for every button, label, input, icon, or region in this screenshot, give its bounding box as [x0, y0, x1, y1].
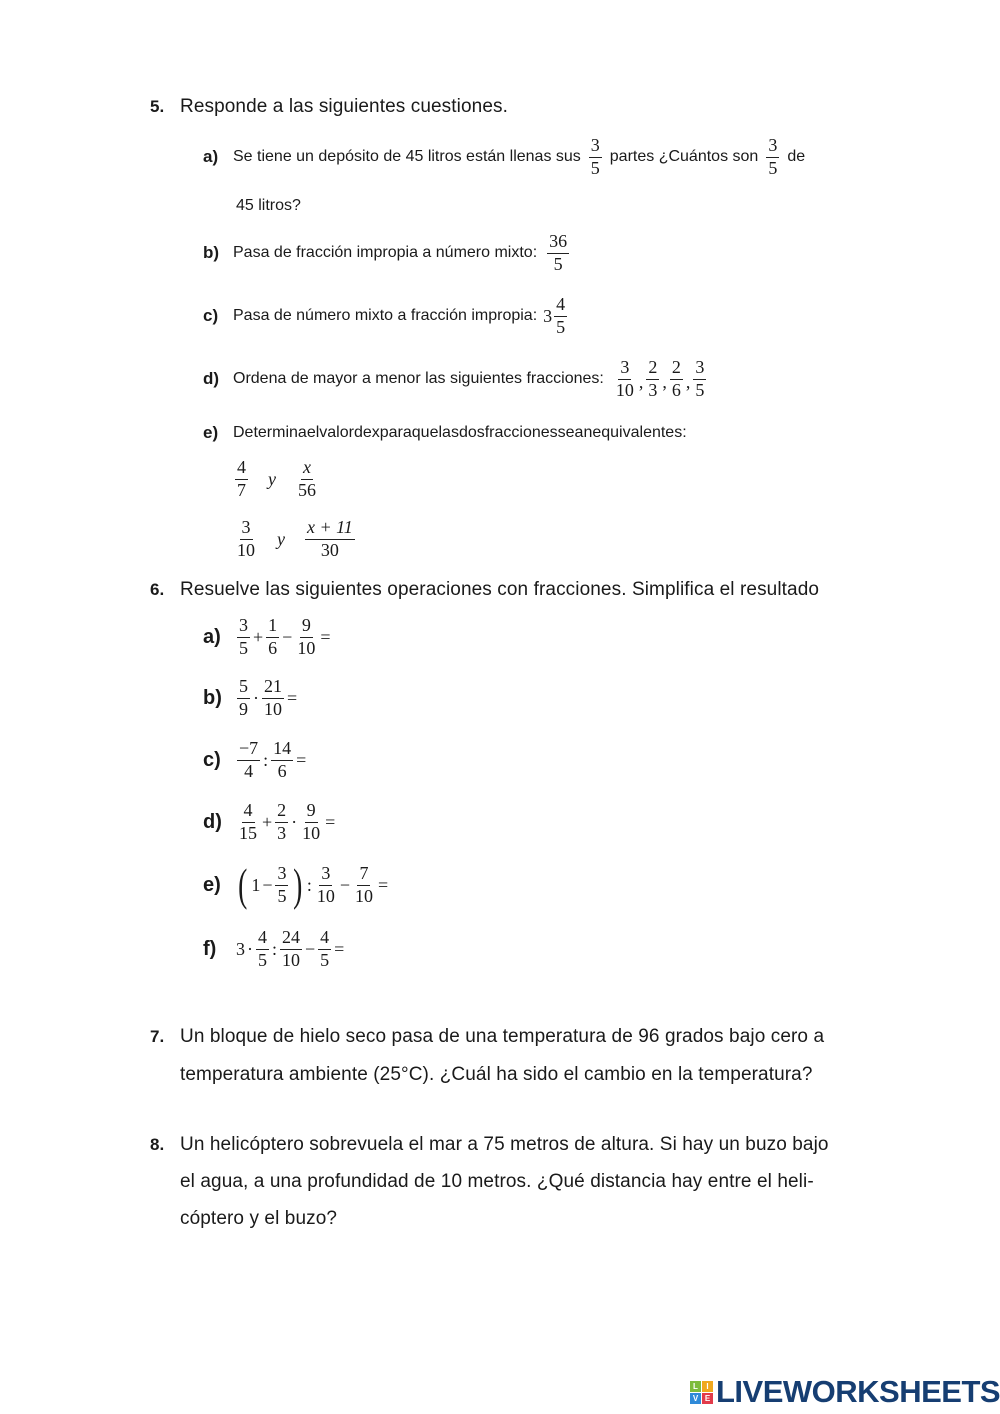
denominator: 10	[316, 885, 335, 906]
operator: +	[253, 626, 264, 647]
denominator: 15	[239, 822, 257, 843]
denominator: 6	[277, 760, 287, 781]
fraction: $\frac{4}{5}$	[556, 294, 566, 337]
numerator: 9	[305, 801, 318, 823]
item-label: e)	[203, 423, 219, 442]
word: valor	[319, 424, 354, 441]
numerator: x + 11	[305, 518, 355, 540]
operator: −	[282, 626, 293, 647]
word: sean	[557, 424, 593, 441]
numerator: x	[301, 458, 313, 480]
fraction: $\frac{36}{5}$	[549, 231, 568, 274]
item-text: 45 litros?	[236, 197, 301, 214]
operator: =	[325, 811, 336, 832]
fraction	[275, 864, 288, 907]
item-label: e)	[203, 873, 221, 896]
operator: 3	[236, 938, 245, 959]
question-text: Responde a las siguientes cuestiones.	[180, 96, 508, 117]
q5-item-a	[203, 136, 805, 179]
question-number: 8.	[150, 1135, 165, 1154]
item-text: Pasa de fracción impropia a número mixto:	[233, 244, 538, 262]
question-8-line-2	[180, 1171, 814, 1193]
denominator: 10	[282, 949, 301, 970]
operator: ·	[253, 687, 259, 708]
item-label: a)	[203, 625, 221, 648]
word: las	[438, 424, 459, 441]
numerator: 24	[280, 928, 302, 950]
operator: −	[262, 874, 273, 895]
word: de	[353, 424, 372, 441]
logo-cube: V	[690, 1393, 701, 1404]
denominator: 30	[320, 539, 339, 560]
fraction-pair	[233, 458, 320, 501]
q5-e-pair-2	[233, 518, 357, 561]
numerator: 4	[235, 458, 248, 480]
question-7	[150, 1026, 824, 1048]
question-text: el agua, a una profundidad de 10 metros. ¿Qué distancia hay entre el heli-	[180, 1171, 814, 1192]
expression	[235, 739, 307, 782]
fraction	[235, 518, 257, 561]
fraction	[670, 358, 683, 401]
numerator: 3	[240, 518, 253, 540]
word: el	[306, 424, 320, 441]
question-text: temperatura ambiente (25°C). ¿Cuál ha sido el cambio en la temperatura?	[180, 1064, 813, 1085]
denominator: 6	[268, 637, 278, 658]
denominator: 10	[297, 637, 316, 658]
numerator: −7	[237, 739, 260, 761]
question-5-header	[150, 96, 508, 118]
word: Determina	[233, 424, 307, 441]
operator: ·	[247, 938, 253, 959]
q6-item-e	[203, 859, 389, 910]
numerator: 2	[275, 801, 288, 823]
item-label: d)	[203, 810, 222, 833]
numerator: 3	[618, 358, 631, 380]
denominator: 5	[277, 885, 287, 906]
question-8-line-3	[180, 1208, 337, 1230]
q6-item-b	[203, 677, 298, 720]
denominator: 10	[354, 885, 373, 906]
expression	[235, 616, 331, 659]
fraction	[300, 801, 322, 844]
parenthesis: (	[238, 859, 248, 910]
fraction	[237, 616, 250, 659]
fraction: $\frac{3}{5}$	[590, 135, 600, 178]
numerator: 5	[237, 677, 250, 699]
numerator: 3	[319, 864, 332, 886]
fraction	[237, 801, 259, 844]
item-label: c)	[203, 306, 219, 326]
question-text: Un bloque de hielo seco pasa de una temperatura de 96 grados bajo cero a	[180, 1026, 825, 1047]
numerator: 21	[262, 677, 284, 699]
q6-item-a	[203, 616, 331, 659]
q6-item-f	[203, 928, 345, 971]
liveworksheets-logo	[690, 1374, 1000, 1410]
operator: +	[262, 811, 273, 832]
denominator: 5	[320, 949, 330, 970]
logo-text: LIVEWORKSHEETS	[716, 1374, 1000, 1409]
item-label: c)	[203, 748, 221, 771]
denominator: 7	[237, 479, 246, 500]
q5-item-d	[203, 358, 708, 401]
item-label: a)	[203, 147, 219, 167]
operator: ·	[291, 811, 298, 832]
fraction	[353, 864, 375, 907]
item-text: Se tiene un depósito de 45 litros están llenas sus	[233, 148, 581, 166]
expression	[235, 859, 389, 910]
expression	[235, 801, 336, 844]
item-label: b)	[203, 243, 220, 263]
numerator: 1	[266, 616, 279, 638]
item-text: de	[787, 148, 806, 166]
operator: =	[287, 687, 298, 708]
word: que	[411, 424, 439, 441]
numerator: 4	[256, 928, 269, 950]
logo-cube: E	[702, 1393, 713, 1404]
conjunction: y	[268, 468, 276, 489]
operator: =	[320, 626, 331, 647]
numerator: 14	[271, 739, 293, 761]
fraction	[235, 458, 248, 501]
item-text: Pasa de número mixto a fracción impropia:	[233, 307, 538, 325]
denominator: 4	[244, 760, 254, 781]
word: para	[379, 424, 412, 441]
q5-item-b	[203, 232, 571, 275]
q5-item-e	[203, 423, 881, 443]
fraction	[318, 928, 331, 971]
fraction	[262, 677, 284, 720]
denominator: 5	[239, 637, 248, 658]
denominator: 5	[258, 949, 267, 970]
fraction	[296, 458, 318, 501]
numerator: 4	[318, 928, 331, 950]
fraction	[237, 739, 260, 782]
fraction	[315, 864, 337, 907]
question-number: 6.	[150, 580, 165, 599]
operator: :	[306, 874, 312, 895]
item-text: partes ¿Cuántos son	[609, 148, 759, 166]
word: x	[371, 424, 380, 441]
numerator: 4	[242, 801, 255, 823]
parenthesis: )	[293, 859, 303, 910]
item-label: b)	[203, 686, 222, 709]
operator: 1	[251, 874, 261, 895]
numerator: 2	[646, 358, 659, 380]
fraction: $\frac{3}{5}$	[768, 135, 778, 178]
fraction	[275, 801, 288, 844]
operator: =	[296, 749, 307, 770]
question-8	[150, 1134, 829, 1156]
fraction	[271, 739, 293, 782]
question-number: 7.	[150, 1027, 165, 1046]
expression	[235, 677, 298, 720]
numerator: 3	[237, 616, 250, 638]
question-7-line-2	[180, 1064, 813, 1086]
q5-e-pair-1	[233, 458, 320, 501]
fraction	[295, 616, 317, 659]
fraction	[266, 616, 279, 659]
question-6-header	[150, 579, 819, 601]
word: dos	[458, 424, 485, 441]
denominator: 3	[277, 822, 287, 843]
question-number: 5.	[150, 97, 165, 116]
operator: =	[377, 874, 389, 895]
fraction	[646, 358, 659, 401]
operator: ,	[685, 371, 691, 392]
item-text	[233, 424, 881, 442]
q5-item-a-line2	[236, 197, 301, 215]
item-label: d)	[203, 369, 220, 389]
item-text: Ordena de mayor a menor las siguientes fracciones:	[233, 370, 604, 388]
fraction	[237, 677, 250, 720]
operator: :	[272, 938, 278, 959]
q6-item-c	[203, 739, 307, 782]
denominator: 56	[298, 479, 316, 500]
q6-item-d	[203, 801, 336, 844]
operator: −	[339, 874, 350, 895]
question-text: Un helicóptero sobrevuela el mar a 75 metros de altura. Si hay un buzo bajo	[180, 1134, 829, 1155]
denominator: 10	[264, 698, 282, 719]
fraction	[305, 518, 355, 561]
denominator: 10	[615, 379, 634, 400]
conjunction: y	[277, 528, 285, 549]
fraction	[614, 358, 636, 401]
numerator: 3	[275, 864, 288, 886]
expression	[235, 928, 345, 971]
denominator: 5	[695, 379, 705, 400]
question-text: cóptero y el buzo?	[180, 1208, 338, 1229]
word: equivalentes:	[592, 424, 687, 441]
numerator: 9	[300, 616, 313, 638]
numerator: 7	[357, 864, 370, 886]
logo-cube: L	[690, 1381, 701, 1392]
word: fracciones	[484, 424, 558, 441]
operator: =	[334, 938, 345, 959]
q5-item-c	[203, 295, 569, 338]
logo-cube: I	[702, 1381, 713, 1392]
question-text: Resuelve las siguientes operaciones con fracciones. Simplifica el resultado	[180, 579, 820, 600]
fraction	[256, 928, 269, 971]
numerator: 3	[693, 358, 706, 380]
operator: ,	[662, 371, 667, 392]
fraction-pair	[233, 518, 357, 561]
item-label: f)	[203, 937, 217, 960]
fraction	[693, 358, 706, 401]
numerator: 2	[670, 358, 683, 380]
denominator: 10	[237, 539, 255, 560]
denominator: 6	[671, 379, 681, 400]
operator: ,	[638, 371, 644, 392]
fraction	[280, 928, 302, 971]
fraction-list	[612, 358, 709, 401]
live-cubes-icon	[690, 1381, 713, 1404]
operator: −	[305, 938, 316, 959]
denominator: 3	[648, 379, 658, 400]
denominator: 10	[302, 822, 321, 843]
denominator: 9	[239, 698, 248, 719]
operator: :	[263, 749, 269, 770]
whole-number: 3	[543, 305, 553, 326]
